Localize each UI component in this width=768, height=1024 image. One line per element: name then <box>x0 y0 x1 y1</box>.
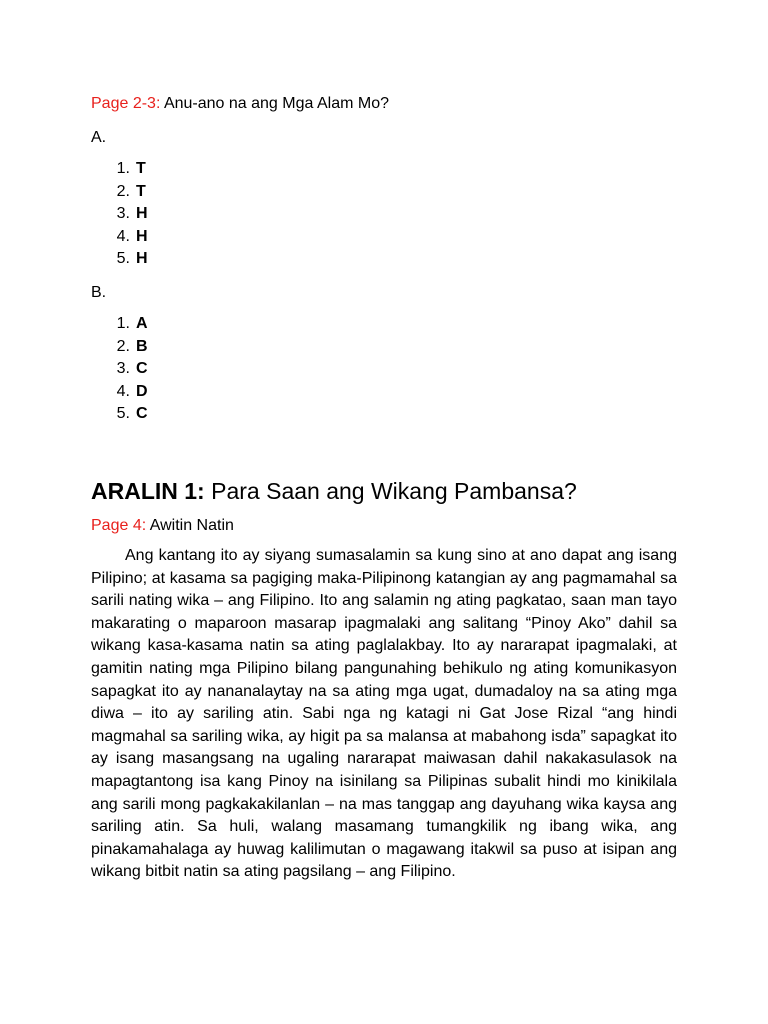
page-reference: Page 4: <box>91 517 147 534</box>
part-b-label: B. <box>91 284 107 301</box>
item-number: 2. <box>116 182 130 200</box>
item-number: 3. <box>116 205 130 222</box>
item-answer: B <box>136 337 148 355</box>
lesson-title: Para Saan ang Wikang Pambansa? <box>211 478 577 504</box>
item-answer: T <box>136 160 146 177</box>
item-answer: D <box>136 382 148 400</box>
item-number: 4. <box>116 227 130 245</box>
item-number: 4. <box>116 382 130 400</box>
body-paragraph: Ang kantang ito ay siyang sumasalamin sa kung sino at ano dapat ang isang Pilipino; at kasama sa pagiging maka-Pilipinong katangian ay ang pagmamahal sa sarili nating wika – ang Filipino. Ito ang salamin ng ating pagkatao, saan man tayo makarating o maparoon masarap ipagmalaki ang salitang “Pinoy Ako” dahil sa wikang kasa-kasama natin sa ating paglalakbay. Ito ay nararapat ipagmalaki, at gamitin nating mga Pilipino bilang pangunahing behikulo ng ating komunikasyon sapagkat ito ay nananalaytay na sa ating mga ugat, dumadaloy na sa ating mga diwa – ito ay sariling atin. Sabi nga ng katagi ni Gat Jose Rizal “ang hindi magmahal sa sariling wika, ay higit pa sa malansa at mabahong isda” sapagkat ito ay isang masangsang na ugaling nararapat maiwasan dahil nakakasulasok na mapagtantong isa kang Pinoy na isinilang sa Pilipinas subalit hindi mo kinikilala ang sarili mong pagkakakilanlan – na mas tanggap ang dayuhang wika kaysa ang sariling atin. Sa huli, walang masamang tumangkilik ng ibang wika, ang pinakamahalaga ay huwag kalilimutan o magawang itakwil sa puso at isipan ang wikang bitbit natin sa ating pagsilang – ang Filipino. <box>91 547 677 881</box>
item-answer: A <box>136 315 148 332</box>
item-answer: H <box>136 227 148 245</box>
item-answer: C <box>136 405 148 422</box>
part-a-label: A. <box>91 129 107 146</box>
section-title: Anu-ano na ang Mga Alam Mo? <box>163 95 389 112</box>
lesson-heading <box>91 477 577 505</box>
item-number: 3. <box>116 360 130 377</box>
item-number: 5. <box>116 250 130 267</box>
item-number: 1. <box>116 160 130 177</box>
item-number: 5. <box>116 405 130 422</box>
item-answer: H <box>136 205 148 222</box>
section-heading-page-4 <box>91 516 234 536</box>
item-answer: C <box>136 360 148 377</box>
page-reference: Page 2-3: <box>91 95 161 112</box>
section-heading-page-2-3 <box>91 94 389 114</box>
item-number: 1. <box>116 315 130 332</box>
item-number: 2. <box>116 337 130 355</box>
section-title: Awitin Natin <box>149 517 234 534</box>
item-answer: T <box>136 182 146 200</box>
lesson-label: ARALIN 1: <box>91 478 205 504</box>
item-answer: H <box>136 250 148 267</box>
